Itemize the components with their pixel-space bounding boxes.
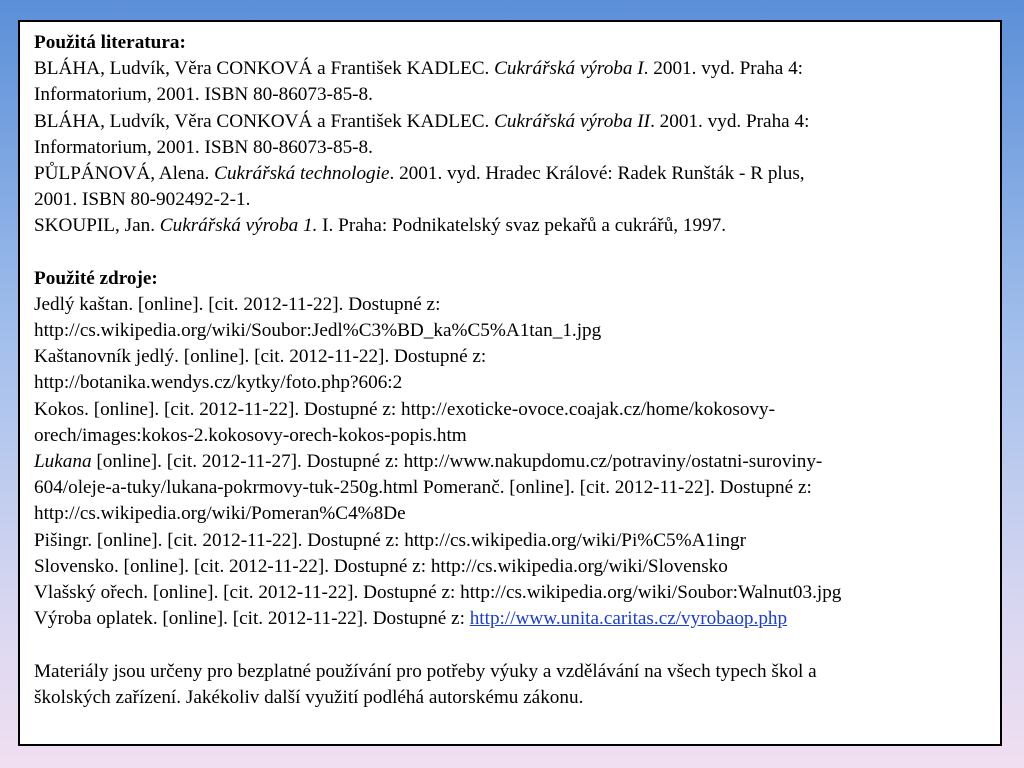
source-jedly-kastan: Jedlý kaštan. [online]. [cit. 2012-11-22]. Dostupné z: bbox=[34, 293, 441, 315]
source-kokos: Kokos. [online]. [cit. 2012-11-22]. Dostupné z: http://exoticke-ovoce.coajak.cz/home/kokosovy- bbox=[34, 398, 776, 420]
source-lukana bbox=[34, 449, 1000, 475]
literature-item-2-authors: BLÁHA, Ludvík, Věra CONKOVÁ a František KADLEC. bbox=[34, 110, 495, 132]
spacer bbox=[34, 240, 1000, 266]
literature-item-1 bbox=[34, 56, 1000, 82]
literature-item-2 bbox=[34, 109, 1000, 135]
literature-item-3-title: Cukrářská technologie bbox=[214, 162, 390, 184]
source-kastanovnik-url: http://botanika.wendys.cz/kytky/foto.php?606:2 bbox=[34, 372, 403, 394]
source-pomeranc-url: http://cs.wikipedia.org/wiki/Pomeran%C4%8De bbox=[34, 503, 406, 525]
source-lukana-title: Lukana bbox=[34, 451, 92, 472]
literature-item-3 bbox=[34, 161, 1000, 187]
literature-item-2-title: Cukrářská výroba II bbox=[494, 110, 651, 132]
slide-content bbox=[18, 20, 1002, 746]
spacer bbox=[34, 632, 1000, 658]
literature-item-4 bbox=[34, 213, 1000, 239]
source-jedly-kastan-url: http://cs.wikipedia.org/wiki/Soubor:Jedl%C3%BD_ka%C5%A1tan_1.jpg bbox=[34, 320, 602, 342]
literature-item-4-authors: SKOUPIL, Jan. bbox=[34, 215, 160, 237]
source-slovensko: Slovensko. [online]. [cit. 2012-11-22]. Dostupné z: http://cs.wikipedia.org/wiki/Slovensko bbox=[34, 555, 728, 577]
footer-note-line-1: Materiály jsou určeny pro bezplatné používání pro potřeby výuky a vzdělávání na všech typech škol a bbox=[34, 660, 817, 682]
literature-item-4-publication: I. Praha: Podnikatelský svaz pekařů a cukrářů, 1997. bbox=[317, 215, 727, 237]
literature-item-3-authors: PŮLPÁNOVÁ, Alena. bbox=[34, 162, 215, 184]
literature-item-1-cont: Informatorium, 2001. ISBN 80-86073-85-8. bbox=[34, 84, 373, 106]
footer-note-line-2: školských zařízení. Jakékoliv další využití podléhá autorskému zákonu. bbox=[34, 686, 584, 708]
literature-item-4-title: Cukrářská výroba 1. bbox=[159, 215, 318, 237]
source-oplatek bbox=[34, 606, 1000, 632]
literature-item-1-title: Cukrářská výroba I bbox=[494, 58, 644, 80]
source-vlassky-orech: Vlašský ořech. [online]. [cit. 2012-11-22]. Dostupné z: http://cs.wikipedia.org/wiki/Soubor:Walnut03.jpg bbox=[34, 581, 842, 603]
literature-item-2-cont: Informatorium, 2001. ISBN 80-86073-85-8. bbox=[34, 136, 373, 158]
literature-item-3-cont: 2001. ISBN 80-902492-2-1. bbox=[34, 189, 251, 211]
source-pisingr: Pišingr. [online]. [cit. 2012-11-22]. Dostupné z: http://cs.wikipedia.org/wiki/Pi%C5%A1ingr bbox=[34, 529, 746, 551]
source-lukana-text: [online]. [cit. 2012-11-27]. Dostupné z: http://www.nakupdomu.cz/potraviny/ostatni-suroviny- bbox=[91, 451, 823, 472]
literature-heading: Použitá literatura: bbox=[34, 32, 186, 53]
literature-item-2-publication: . 2001. vyd. Praha 4: bbox=[650, 110, 810, 132]
source-lukana-cont: 604/oleje-a-tuky/lukana-pokrmovy-tuk-250g.html Pomeranč. [online]. [cit. 2012-11-22]. Dostupné z: bbox=[34, 477, 812, 499]
literature-item-1-publication: . 2001. vyd. Praha 4: bbox=[643, 58, 804, 80]
source-kastanovnik: Kaštanovník jedlý. [online]. [cit. 2012-11-22]. Dostupné z: bbox=[34, 346, 487, 368]
sources-heading: Použité zdroje: bbox=[34, 267, 158, 289]
source-oplatek-link[interactable]: http://www.unita.caritas.cz/vyrobaop.php bbox=[469, 608, 788, 630]
source-oplatek-text: Výroba oplatek. [online]. [cit. 2012-11-22]. Dostupné z: bbox=[34, 608, 470, 630]
source-kokos-url: orech/images:kokos-2.kokosovy-orech-kokos-popis.htm bbox=[34, 424, 467, 446]
literature-item-1-authors: BLÁHA, Ludvík, Věra CONKOVÁ a František KADLEC. bbox=[34, 58, 495, 80]
literature-item-3-publication: . 2001. vyd. Hradec Králové: Radek Runšták - R plus, bbox=[389, 162, 805, 184]
